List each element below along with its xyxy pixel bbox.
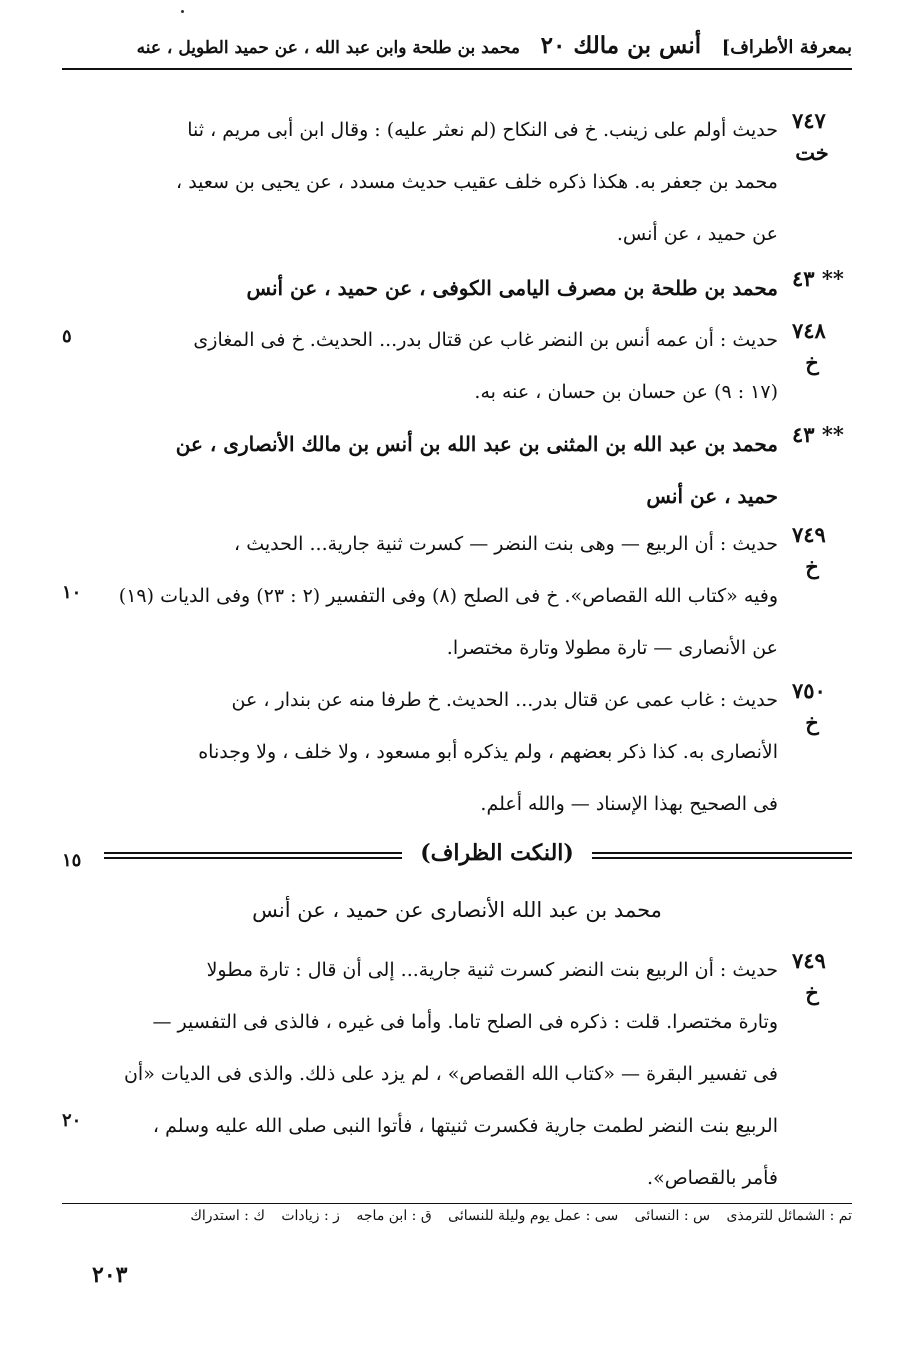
divider-line bbox=[104, 857, 402, 859]
entry-number: ٧٤٩ خ bbox=[792, 944, 852, 1008]
abbrev-item: تم : الشمائل للترمذى bbox=[726, 1208, 852, 1224]
entry-number: ٧٥٠ خ bbox=[792, 674, 852, 738]
text-line: فى تفسير البقرة — «كتاب الله القصاص» ، لم يزد على ذلك. والذى فى الديات «أن bbox=[123, 1063, 778, 1085]
entry-siglum: خ bbox=[805, 710, 819, 735]
entry-text bbox=[92, 314, 778, 418]
text-line: حديث : أن عمه أنس بن النضر غاب عن قتال بدر... الحديث. خ فى المغازى bbox=[193, 329, 778, 351]
entry-text bbox=[92, 104, 778, 260]
text-line: حديث : غاب عمى عن قتال بدر... الحديث. خ طرفا منه عن بندار ، عن bbox=[231, 689, 778, 711]
abbrev-item: ز : زيادات bbox=[281, 1208, 340, 1224]
narrator-heading bbox=[62, 418, 852, 522]
entry-number: ٧٤٩ خ bbox=[792, 518, 852, 582]
abbrev-item: ك : استدراك bbox=[190, 1208, 265, 1224]
text-line: فى الصحيح بهذا الإسناد — والله أعلم. bbox=[480, 793, 778, 815]
abbreviations-key bbox=[62, 1208, 852, 1224]
entry-siglum: خ bbox=[805, 980, 819, 1005]
text-line: وتارة مختصرا. قلت : ذكره فى الصلح تاما. وأما فى غيره ، فالذى فى التفسير — bbox=[152, 1011, 778, 1033]
page-number: ٢٠٣ bbox=[92, 1262, 128, 1288]
divider-line bbox=[104, 852, 402, 854]
text-line: حميد ، عن أنس bbox=[646, 484, 778, 508]
abbrev-item: سى : عمل يوم وليلة للنسائى bbox=[448, 1208, 619, 1224]
line-marker: ١٠ bbox=[62, 582, 82, 603]
section-subheading: محمد بن عبد الله الأنصارى عن حميد ، عن أنس bbox=[252, 898, 662, 922]
line-marker: ٥ bbox=[62, 326, 72, 347]
text-line: الأنصارى به. كذا ذكر بعضهم ، ولم يذكره أبو مسعود ، ولا خلف ، ولا وجدناه bbox=[198, 741, 778, 763]
entry-siglum: خ bbox=[805, 350, 819, 375]
text-line: وفيه «كتاب الله القصاص». خ فى الصلح (٨) وفى التفسير (٢ : ٢٣) وفى الديات (١٩) bbox=[118, 585, 778, 607]
text-line: محمد بن جعفر به. هكذا ذكره خلف عقيب حديث مسدد ، عن يحيى بن سعيد ، bbox=[176, 171, 778, 193]
heading-number: ٤٣ ** bbox=[792, 266, 844, 291]
abbrev-item: س : النسائى bbox=[634, 1208, 711, 1224]
stray-mark bbox=[181, 10, 184, 13]
text-line: عن الأنصارى — تارة مطولا وتارة مختصرا. bbox=[446, 637, 778, 659]
text-line: فأمر بالقصاص». bbox=[647, 1167, 778, 1189]
entry-number: ٧٤٧ خت bbox=[792, 104, 852, 168]
entry-siglum: خت bbox=[795, 140, 829, 165]
entry-text bbox=[92, 674, 778, 830]
entry-siglum: خ bbox=[805, 554, 819, 579]
divider-line bbox=[592, 857, 852, 859]
entry-748 bbox=[62, 314, 852, 418]
section-title: (النكت الظراف) bbox=[420, 840, 574, 866]
nukat-entry-749 bbox=[62, 944, 852, 1204]
text-line: (١٧ : ٩) عن حسان بن حسان ، عنه به. bbox=[474, 381, 778, 403]
heading-number: ٤٣ ** bbox=[792, 422, 844, 447]
text-line: عن حميد ، عن أنس. bbox=[616, 223, 778, 245]
text-line: محمد بن طلحة بن مصرف اليامى الكوفى ، عن حميد ، عن أنس bbox=[246, 276, 778, 300]
divider-line bbox=[592, 852, 852, 854]
heading-text bbox=[92, 262, 778, 314]
heading-text bbox=[92, 418, 778, 522]
narrator-heading bbox=[62, 262, 852, 314]
section-divider bbox=[62, 840, 852, 880]
abbrev-item: ق : ابن ماجه bbox=[356, 1208, 432, 1224]
footnote-rule bbox=[62, 1203, 852, 1204]
running-header bbox=[62, 28, 852, 64]
header-rule bbox=[62, 68, 852, 70]
line-marker: ١٥ bbox=[62, 850, 82, 871]
text-line: حديث : أن الربيع بنت النضر كسرت ثنية جارية... إلى أن قال : تارة مطولا bbox=[206, 959, 778, 981]
text-line: حديث : أن الربيع — وهى بنت النضر — كسرت ثنية جارية... الحديث ، bbox=[234, 533, 778, 555]
entry-747 bbox=[62, 104, 852, 264]
header-left: محمد بن طلحة وابن عبد الله ، عن حميد الطويل ، عنه bbox=[136, 38, 520, 58]
entry-text bbox=[92, 944, 778, 1204]
entry-750 bbox=[62, 674, 852, 830]
entry-number: ٧٤٨ خ bbox=[792, 314, 852, 378]
text-line: الربيع بنت النضر لطمت جارية فكسرت ثنيتها ، فأتوا النبى صلى الله عليه وسلم ، bbox=[152, 1115, 778, 1137]
header-right: بمعرفة الأطراف] bbox=[721, 37, 852, 58]
line-marker: ٢٠ bbox=[62, 1110, 82, 1131]
entry-text bbox=[92, 518, 778, 674]
text-line: محمد بن عبد الله بن المثنى بن عبد الله بن أنس بن مالك الأنصارى ، عن bbox=[175, 432, 778, 456]
entry-749 bbox=[62, 518, 852, 674]
text-line: حديث أولم على زينب. خ فى النكاح (لم نعثر عليه) : وقال ابن أبى مريم ، ثنا bbox=[187, 119, 778, 141]
header-middle: أنس بن مالك ٢٠ bbox=[540, 32, 702, 59]
